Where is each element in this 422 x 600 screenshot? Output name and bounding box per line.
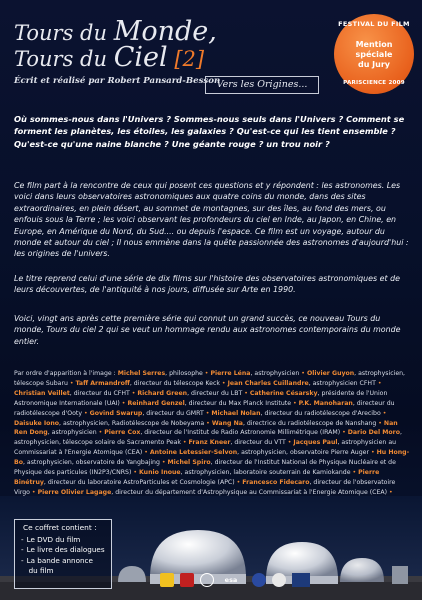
bullet-separator: • — [202, 370, 211, 377]
featured-person-role: , directeur du LBT — [187, 389, 243, 397]
featured-person-name: Pierre Léna — [210, 370, 251, 377]
featured-person-name: Hu Hong-Bo — [14, 449, 410, 467]
festival-award-badge — [334, 14, 414, 94]
bullet-separator: • — [203, 409, 212, 417]
featured-person-role: , directeur du télescope Keck — [129, 379, 220, 387]
featured-person-name: Michel Serres — [117, 370, 166, 377]
featured-person-role: , astrophysicien au Commissariat à l'Energie Atomique (CEA) — [14, 439, 397, 457]
box-contents-item: - Le DVD du film — [21, 535, 81, 544]
bullet-separator: • — [340, 429, 348, 437]
box-contents-item-label: Le livre des dialogues — [26, 545, 105, 555]
featured-person-name: Pierre Olivier Lagage — [37, 488, 112, 496]
badge-award-text — [334, 40, 414, 70]
partner-logo-icon — [292, 573, 310, 587]
featured-person-role: , astrophysicien, laboratoire souterrain de Kamiokande — [180, 469, 351, 477]
bullet-separator: • — [291, 399, 299, 407]
title-word-ciel: Ciel — [113, 42, 168, 73]
title-prefix-2: Tours du — [14, 47, 108, 71]
partner-logo-icon — [180, 573, 194, 587]
featured-person-name: Christian Veillet — [14, 389, 70, 397]
featured-person-role: , directeur de l'Institut National de Physique Nucléaire et de Physique des particules (IN2P3/CNRS) — [14, 459, 396, 477]
bullet-separator: • — [285, 439, 294, 447]
partner-logo-icon — [200, 573, 214, 587]
featured-person-name: Reinhard Genzel — [127, 399, 185, 407]
esa-logo: esa — [224, 576, 238, 584]
title-prefix: Tours du — [14, 21, 108, 45]
badge-award-line-2: spéciale — [355, 50, 393, 59]
bullet-separator: • — [159, 459, 168, 467]
featured-person-role: , astrophysicien, télescope solaire de Sacramento Peak — [14, 429, 402, 447]
title-line-2 — [14, 42, 204, 73]
featured-person-name: P.K. Manoharan — [298, 399, 353, 407]
featured-person-name: Nan Ren Dong — [14, 419, 398, 437]
featured-person-role: , présidente de l'Union Astronomique Internationale (UAI) — [14, 389, 388, 407]
badge-event-name: PARISCIENCE 2009 — [343, 80, 405, 86]
title-number: [2] — [174, 47, 205, 71]
bullet-separator: • — [67, 379, 76, 387]
featured-people-intro: Par ordre d'apparition à l'image : — [14, 370, 118, 377]
featured-person-role: , astrophysicien, télescope Subaru — [14, 370, 406, 387]
featured-person-name: Richard Green — [137, 389, 188, 397]
intro-questions: Où sommes-nous dans l'Univers ? Sommes-nous seuls dans l'Univers ? Comment se forment les planètes, les étoiles, les galaxies ? Qu'est-ce qui les tient ensemble ? Qu'est-ce qu'une naine blanche ? Une géante rouge ? un trou noir ? — [14, 114, 405, 149]
bullet-separator: • — [376, 419, 384, 427]
featured-person-role: , directeur de l'Institut de Radio Astronomie Millimétrique (IRAM) — [140, 429, 341, 437]
title-word-monde: Monde, — [113, 16, 217, 47]
featured-person-role: , directeur du laboratoire AstroParticules et Cosmologie (APC) — [43, 478, 235, 486]
bullet-separator: • — [242, 389, 250, 397]
box-contents-item-label: La bande annonce — [26, 555, 93, 565]
synopsis-paragraph-3: Voici, vingt ans après cette première série qui connut un grand succès, ce nouveau Tours du monde, Tours du ciel 2 qui se veut un hommage rendu aux astronomes contemporains du monde entier. — [14, 314, 401, 346]
featured-person-role: , directeur du VTT — [230, 439, 286, 447]
bullet-separator: • — [219, 379, 228, 387]
bullet-separator: • — [299, 370, 307, 377]
featured-person-name: Daisuke Iono — [14, 419, 60, 427]
partner-logo-icon — [272, 573, 286, 587]
bullet-separator: • — [96, 429, 105, 437]
featured-person-role: , astrophysicien — [47, 429, 97, 437]
featured-person-name: Jean Charles Cuillandre — [227, 379, 309, 387]
featured-person-name: Pierre Binétruy — [14, 469, 380, 486]
featured-person-name: Govind Swarup — [89, 409, 143, 417]
featured-person-role: , directeur de l'observatoire Virgo — [14, 478, 396, 496]
featured-person-role: , astrophysicien — [250, 370, 300, 377]
bullet-separator: • — [119, 399, 128, 407]
badge-award-line-1: Mention — [355, 40, 393, 49]
box-contents-list — [21, 535, 105, 577]
featured-person-role: , astrophysicien CFHT — [308, 379, 376, 387]
featured-person-role: , directeur du département d'Astrophysique au Commissariat à l'Energie Atomique (CEA) — [111, 488, 388, 496]
featured-person-role: , astrophysicien, observatoire Pierre Auger — [237, 449, 369, 457]
partner-logo-icon — [160, 573, 174, 587]
synopsis-paragraph-2: Le titre reprend celui d'une série de dix films sur l'histoire des observatoires astronomiques et de leurs découvertes, de l'antiquité à nos jours, diffusée sur Arte en 1990. — [14, 274, 400, 295]
box-contents-item-label: Le DVD du film — [26, 535, 81, 544]
box-contents-panel — [14, 519, 112, 589]
featured-person-role: , directeur du CFHT — [69, 389, 130, 397]
featured-person-name: Kunio Inoue — [139, 469, 181, 477]
featured-person-role: , directeur du GMRT — [142, 409, 204, 417]
featured-person-name: Franz Kneer — [188, 439, 231, 447]
featured-person-role: , directeur du Max Planck Institute — [184, 399, 291, 407]
featured-person-name: Taff Armandroff — [75, 379, 130, 387]
featured-person-name: Jacques Paul — [293, 439, 338, 447]
badge-festival-label: FESTIVAL DU FILM — [338, 20, 410, 28]
box-contents-item — [21, 566, 105, 576]
featured-person-role: , directrice du radiotélescope de Nanshang — [242, 419, 377, 427]
partner-logos — [160, 573, 400, 589]
bullet-separator: • — [375, 379, 382, 387]
featured-person-name: Dario Del Moro — [347, 429, 400, 437]
bullet-separator: • — [380, 409, 387, 417]
featured-person-role: , directeur du radiotélescope d'Ooty — [14, 399, 395, 417]
synopsis-paragraph-1: Ce film part à la rencontre de ceux qui posent ces questions et y répondent : les astronomes. Les voici dans leurs observatoires astronomiques aux quatre coins du monde, dans des sites extraordinaires, en plein désert, au sommet de montagnes, sur des îles, au fond des mers, ou enfouis sous la Terre ; les voici observant les profondeurs du ciel en Inde, au Japon, en Chine, en Europe, en Amérique du Nord, du Sud.... ou depuis l'espace. Ce film est un voyage, autour du monde et autour du ciel ; Il nous emmène dans la quête passionnée des astronomes d'aujourd'hui : les origines de l'univers. — [14, 181, 409, 259]
bullet-separator: • — [131, 469, 139, 477]
bullet-separator: • — [387, 488, 393, 496]
bullet-separator: • — [29, 488, 38, 496]
box-contents-heading: Ce coffret contient : — [23, 523, 97, 532]
box-contents-item: - Le livre des dialogues — [21, 545, 105, 555]
partner-logo-icon — [252, 573, 266, 587]
director-credit: Écrit et réalisé par Robert Pansard-Besson — [14, 76, 221, 86]
bullet-separator: • — [234, 478, 243, 486]
bullet-separator: • — [204, 419, 212, 427]
featured-person-name: Michel Spiro — [167, 459, 211, 467]
featured-person-name: Francesco Fidecaro — [242, 478, 310, 486]
featured-person-name: Pierre Cox — [104, 429, 141, 437]
featured-person-role: , directeur du radiotélescope d'Arecibo — [260, 409, 381, 417]
featured-person-name: Wang Na — [211, 419, 243, 427]
subtitle-box: Vers les Origines... — [205, 76, 319, 94]
featured-person-name: Olivier Guyon — [306, 370, 355, 377]
bullet-separator: • — [129, 389, 138, 397]
featured-person-name: Michael Nolan — [211, 409, 261, 417]
badge-award-line-3: du Jury — [357, 60, 391, 69]
bullet-separator: • — [82, 409, 90, 417]
bullet-separator: • — [350, 469, 359, 477]
featured-person-role: , astrophysicien, observatoire de Yangbajing — [22, 459, 160, 467]
bullet-separator: • — [142, 449, 150, 457]
box-contents-item: - La bande annonce — [21, 555, 93, 565]
featured-person-name: Catherine Césarsky — [249, 389, 318, 397]
box-contents-item-label: du film — [28, 566, 54, 576]
featured-person-name: Antoine Letessier-Selvon — [149, 449, 238, 457]
featured-person-role: , philosophe — [165, 370, 203, 377]
bullet-separator: • — [369, 449, 377, 457]
featured-person-role: , astrophysicien, Radiotélescope de Nobeyama — [59, 419, 205, 427]
bullet-separator: • — [180, 439, 189, 447]
